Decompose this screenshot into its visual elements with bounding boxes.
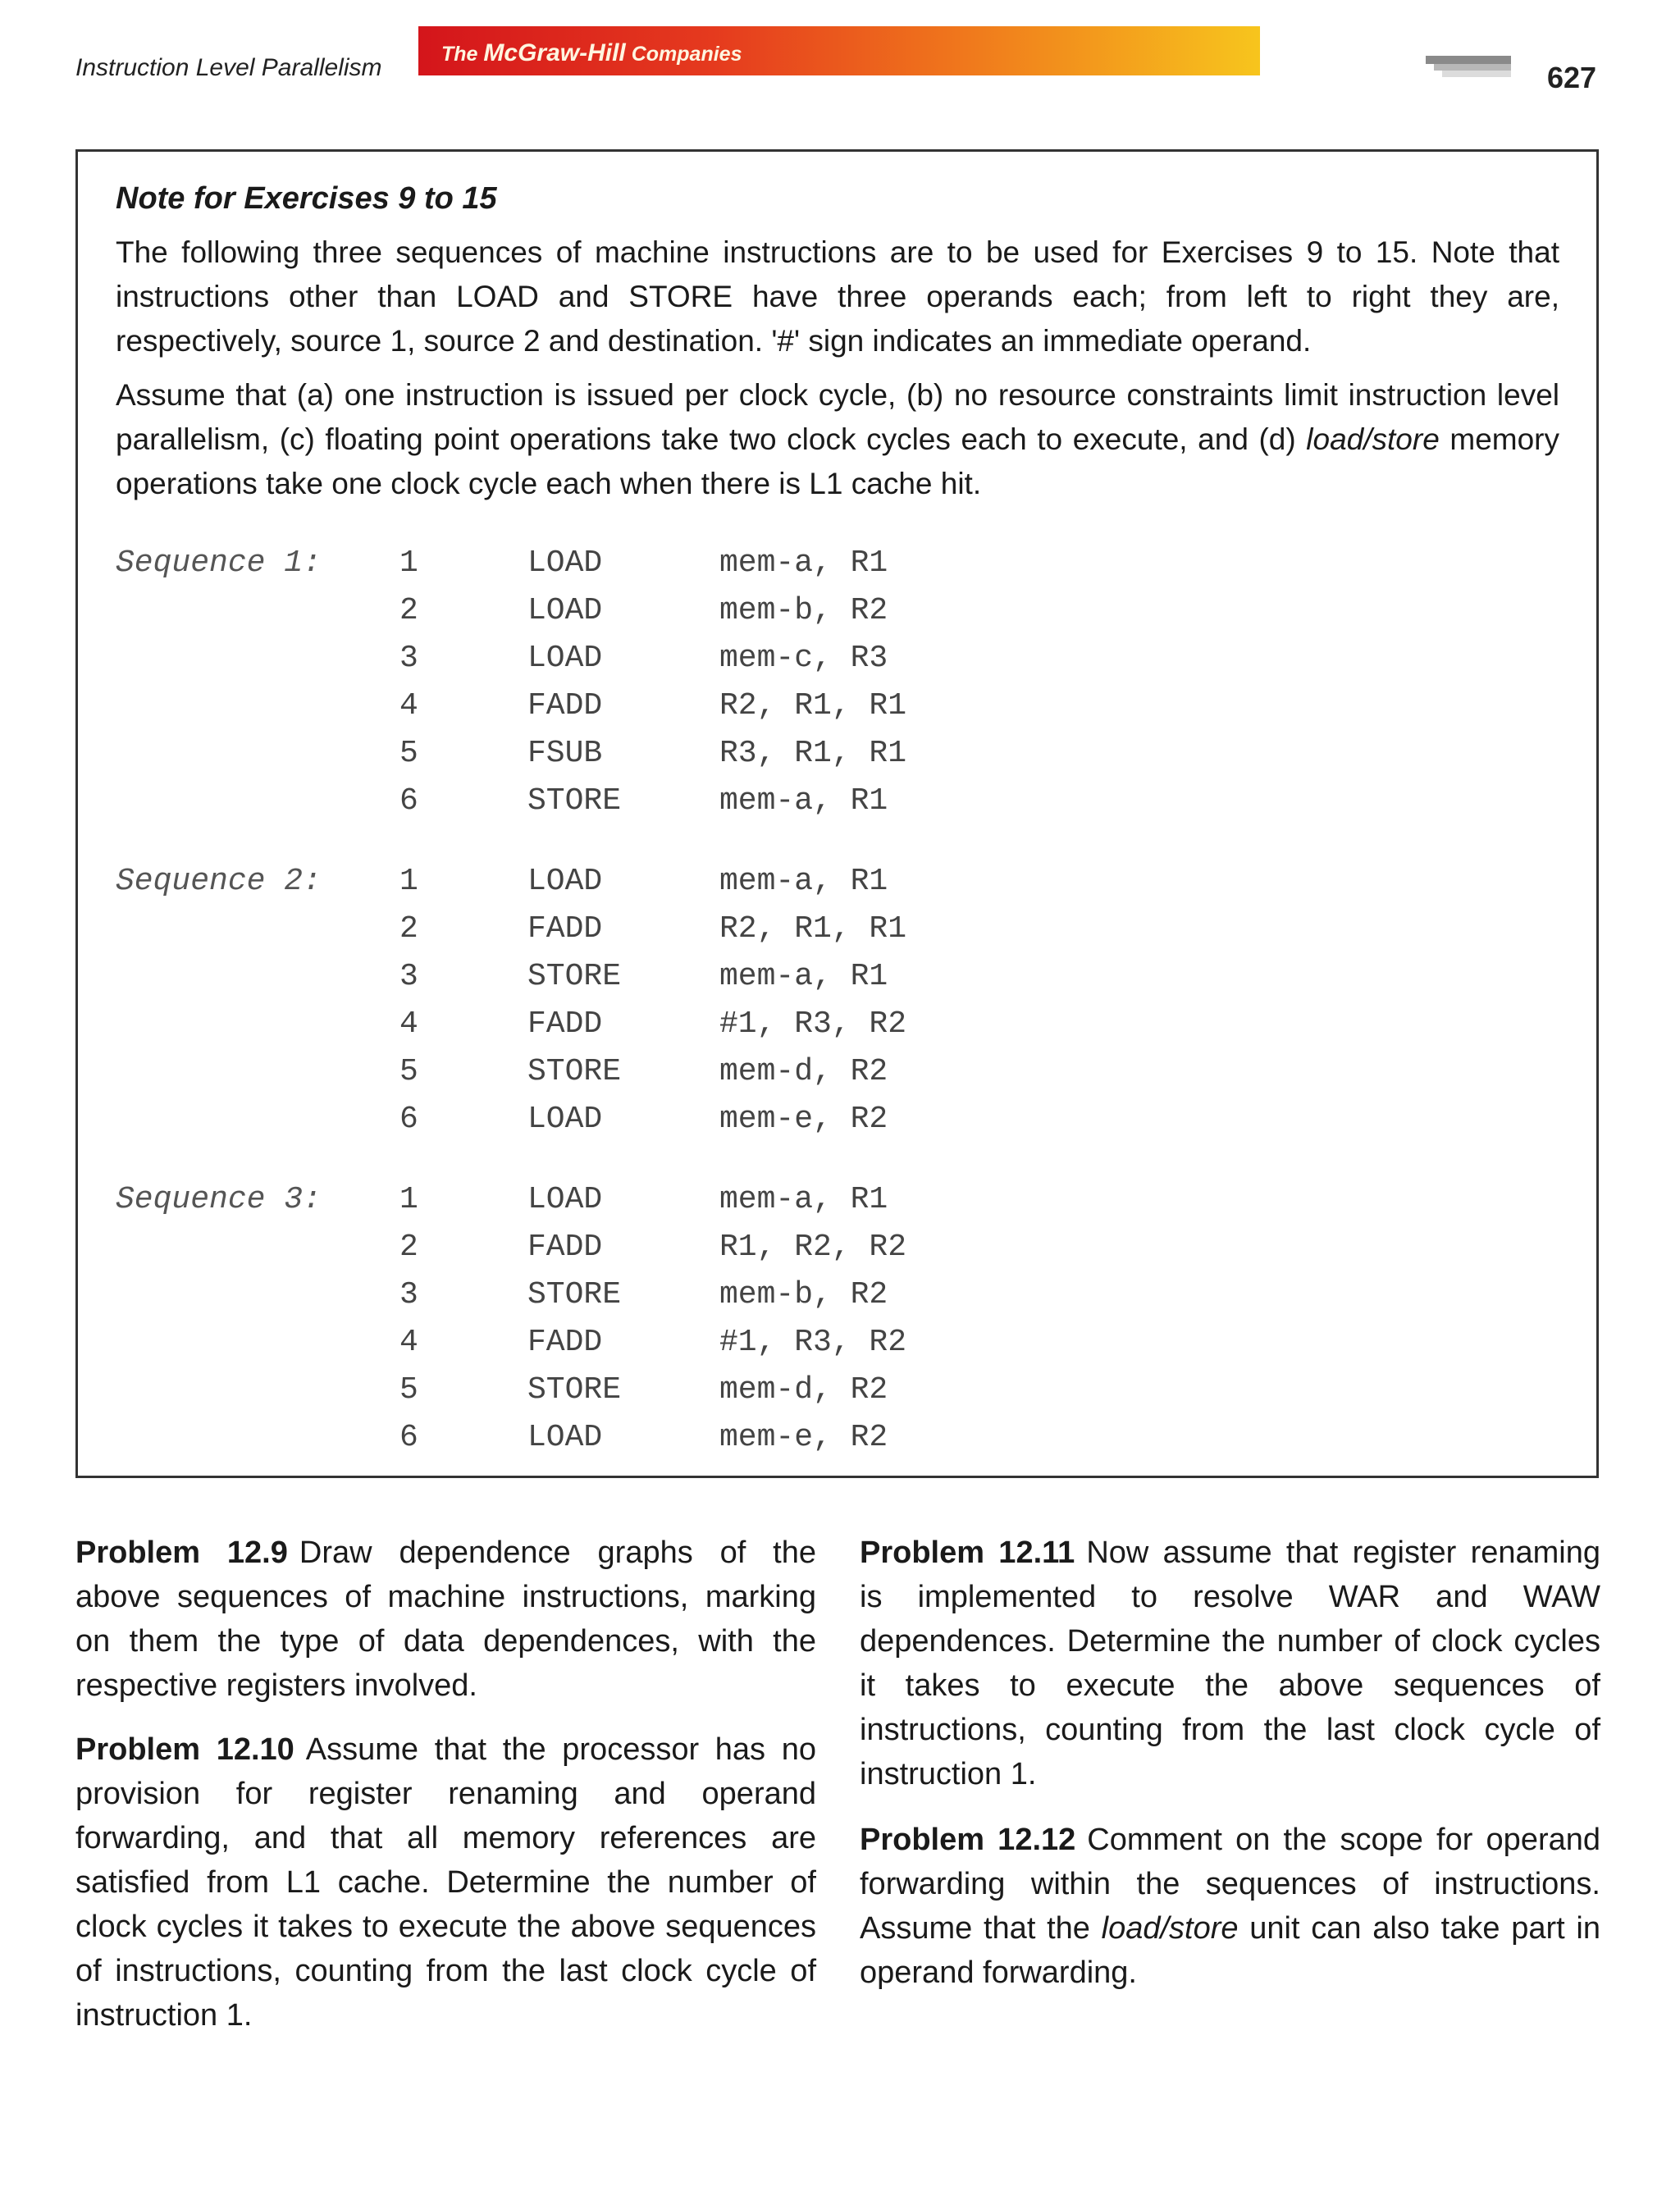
- instruction-opcode: FADD: [527, 688, 603, 723]
- instruction-opcode: LOAD: [527, 545, 603, 581]
- problem-text: Assume that the processor has no provision for register renaming and operand forwarding, and that all memory references are satisfied from L1 cache. Determine the number of clock cycles it takes to execute the above sequences of instructions, counting from the last clock cycle of instruction 1.: [75, 1732, 816, 2033]
- instruction-number: 4: [399, 1006, 418, 1042]
- instruction-opcode: FADD: [527, 911, 603, 947]
- instruction-operands: mem-a, R1: [719, 1182, 888, 1217]
- problem-12-11: [860, 1531, 1600, 1796]
- instruction-row: [78, 959, 1226, 1006]
- instruction-operands: mem-d, R2: [719, 1054, 888, 1089]
- instruction-opcode: STORE: [527, 1277, 622, 1312]
- instruction-number: 5: [399, 1054, 418, 1089]
- sequence-label: Sequence 3:: [116, 1182, 322, 1217]
- instruction-opcode: FADD: [527, 1230, 603, 1265]
- note-paragraph: The following three sequences of machine instructions are to be used for Exercises 9 to 15. Note that instructions other than LOAD and STORE have three operands each; from left to right they are, respectively, source 1, source 2 and destination. '#' sign indicates an immediate operand.: [116, 235, 1559, 358]
- publisher-suffix: Companies: [625, 43, 742, 66]
- instruction-operands: mem-b, R2: [719, 1277, 888, 1312]
- instruction-operands: mem-a, R1: [719, 783, 888, 819]
- instruction-row: [78, 1277, 1226, 1325]
- problem-text-italic: load/store: [1101, 1911, 1239, 1946]
- instruction-operands: #1, R3, R2: [719, 1006, 907, 1042]
- instruction-row: [78, 911, 1226, 959]
- instruction-row: [78, 864, 1226, 911]
- instruction-row: [78, 641, 1226, 688]
- note-text: memory operations take one clock cycle each when there is L1 cache hit.: [116, 422, 1560, 500]
- instruction-row: [78, 1420, 1226, 1467]
- problem-12-12: [860, 1818, 1600, 1995]
- instruction-row: [78, 1102, 1226, 1149]
- instruction-operands: mem-d, R2: [719, 1372, 888, 1408]
- instruction-operands: R2, R1, R1: [719, 911, 907, 947]
- instruction-number: 2: [399, 593, 418, 628]
- instruction-operands: mem-e, R2: [719, 1420, 888, 1455]
- instruction-opcode: STORE: [527, 1054, 622, 1089]
- instruction-opcode: LOAD: [527, 593, 603, 628]
- problem-text: Now assume that register renaming is implemented to resolve WAR and WAW dependences. Determine the number of clock cycles it takes to execute the above sequences of instructions, counting from the last clock cycle of instruction 1.: [860, 1536, 1600, 1791]
- instruction-row: [78, 1230, 1226, 1277]
- instruction-opcode: LOAD: [527, 864, 603, 899]
- publisher-logo: [441, 39, 742, 67]
- tab-stripe: [1426, 56, 1511, 64]
- publisher-banner: [418, 26, 1260, 75]
- instruction-opcode: STORE: [527, 959, 622, 994]
- instruction-operands: mem-a, R1: [719, 959, 888, 994]
- instruction-number: 1: [399, 1182, 418, 1217]
- instruction-opcode: LOAD: [527, 1102, 603, 1137]
- instruction-number: 4: [399, 688, 418, 723]
- sequence-label: Sequence 2:: [116, 864, 322, 899]
- problem-title: Problem 12.10: [75, 1732, 294, 1767]
- instruction-number: 6: [399, 1102, 418, 1137]
- instruction-number: 2: [399, 911, 418, 947]
- instruction-opcode: LOAD: [527, 1420, 603, 1455]
- tab-stripe: [1442, 71, 1511, 77]
- instruction-operands: mem-a, R1: [719, 545, 888, 581]
- instruction-number: 3: [399, 641, 418, 676]
- note-text-italic: load/store: [1306, 422, 1440, 456]
- note-text: Assume that (a) one instruction is issued per clock cycle, (b) no resource constraints limit instruction level parallelism, (c) floating point operations take two clock cycles each to execute, and (d): [116, 378, 1559, 456]
- problem-text: Comment on the scope for operand forwarding within the sequences of instructions. Assume that the: [860, 1823, 1601, 1946]
- problem-12-10: [75, 1727, 816, 2038]
- instruction-opcode: LOAD: [527, 1182, 603, 1217]
- publisher-prefix: The: [441, 43, 484, 66]
- instruction-opcode: FSUB: [527, 736, 603, 771]
- instruction-row: [78, 1372, 1226, 1420]
- instruction-operands: R2, R1, R1: [719, 688, 907, 723]
- instruction-opcode: FADD: [527, 1006, 603, 1042]
- instruction-opcode: FADD: [527, 1325, 603, 1360]
- instruction-row: [78, 1325, 1226, 1372]
- instruction-operands: mem-b, R2: [719, 593, 888, 628]
- instruction-operands: mem-c, R3: [719, 641, 888, 676]
- instruction-number: 5: [399, 736, 418, 771]
- instruction-number: 3: [399, 959, 418, 994]
- publisher-brand: McGraw-Hill: [483, 39, 626, 66]
- problem-title: Problem 12.11: [860, 1536, 1075, 1570]
- problem-text: unit can also take part in operand forwarding.: [860, 1911, 1600, 1990]
- instruction-row: [78, 593, 1226, 641]
- note-paragraph: [116, 373, 1559, 506]
- instruction-operands: R3, R1, R1: [719, 736, 907, 771]
- instruction-opcode: STORE: [527, 1372, 622, 1408]
- instruction-row: [78, 1054, 1226, 1102]
- instruction-number: 2: [399, 1230, 418, 1265]
- instruction-number: 4: [399, 1325, 418, 1360]
- instruction-row: [78, 1006, 1226, 1054]
- page-tab-decoration: [1426, 56, 1511, 77]
- instruction-number: 5: [399, 1372, 418, 1408]
- instruction-number: 6: [399, 783, 418, 819]
- instruction-row: [78, 688, 1226, 736]
- instruction-row: [78, 736, 1226, 783]
- instruction-row: [78, 1182, 1226, 1230]
- page-number: 627: [1547, 61, 1597, 94]
- running-head: Instruction Level Parallelism: [75, 54, 382, 81]
- sequence-label: Sequence 1:: [116, 545, 322, 581]
- instruction-opcode: STORE: [527, 783, 622, 819]
- instruction-row: [78, 783, 1226, 831]
- instruction-operands: #1, R3, R2: [719, 1325, 907, 1360]
- problem-title: Problem 12.9: [75, 1536, 288, 1570]
- instruction-operands: R1, R2, R2: [719, 1230, 907, 1265]
- note-box: [75, 149, 1599, 1478]
- instruction-number: 1: [399, 864, 418, 899]
- problem-12-9: [75, 1531, 816, 1708]
- instruction-opcode: LOAD: [527, 641, 603, 676]
- instruction-row: [78, 545, 1226, 593]
- instruction-number: 3: [399, 1277, 418, 1312]
- instruction-operands: mem-e, R2: [719, 1102, 888, 1137]
- problem-text: Draw dependence graphs of the above sequences of machine instructions, marking on them the type of data dependences, with the respective registers involved.: [75, 1536, 816, 1703]
- problem-title: Problem 12.12: [860, 1823, 1076, 1857]
- tab-stripe: [1434, 64, 1511, 71]
- instruction-operands: mem-a, R1: [719, 864, 888, 899]
- note-title: Note for Exercises 9 to 15: [116, 181, 497, 216]
- instruction-number: 1: [399, 545, 418, 581]
- instruction-number: 6: [399, 1420, 418, 1455]
